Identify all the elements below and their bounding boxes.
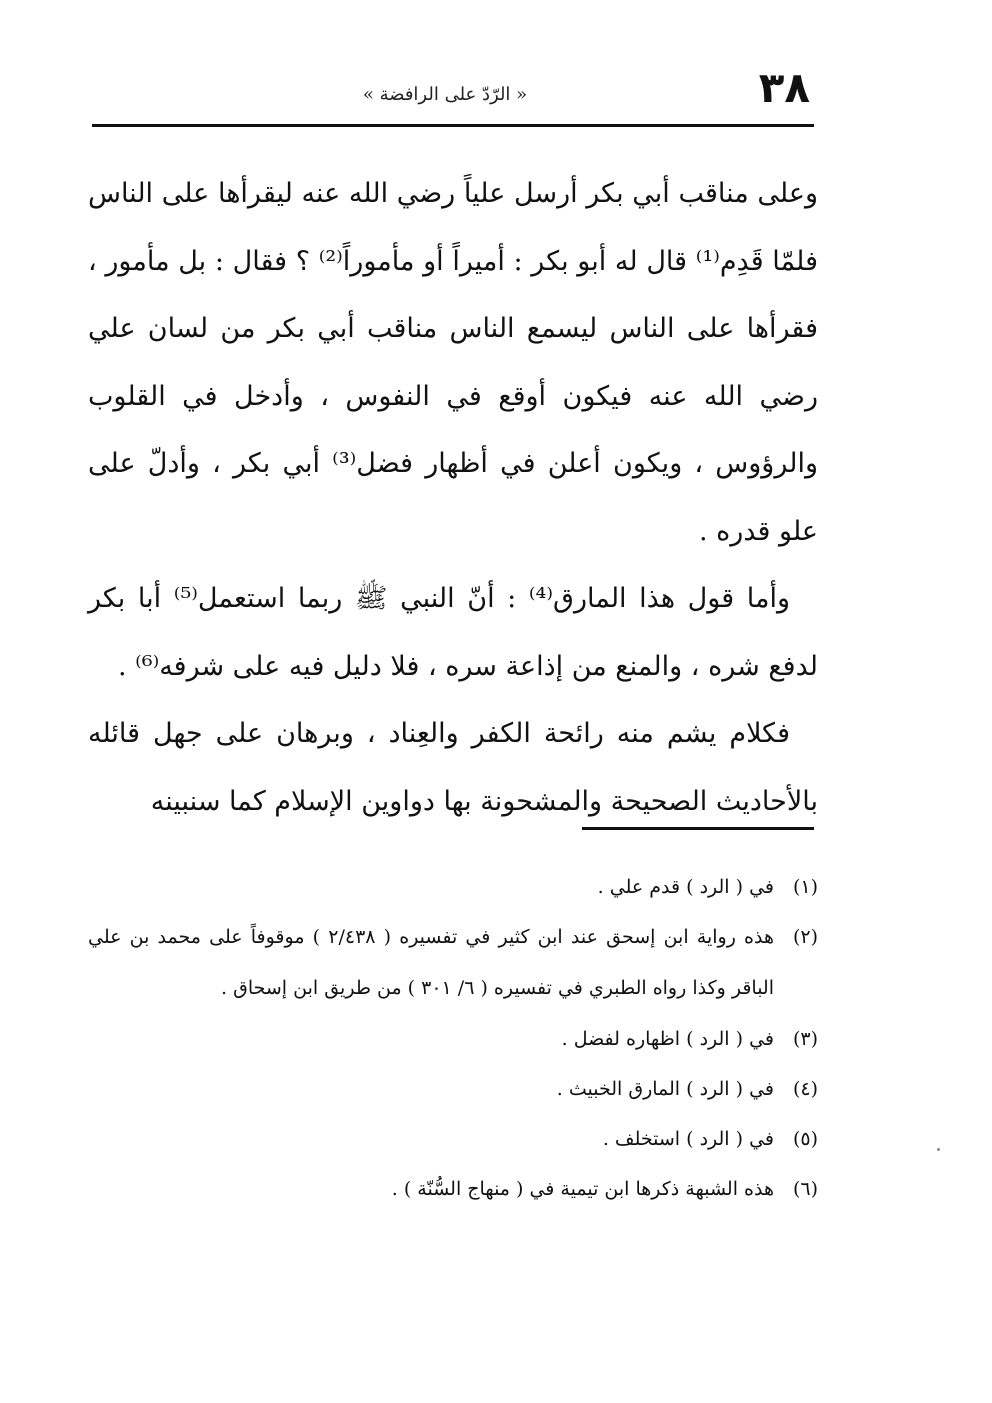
footnote-text: في ( الرد ) قدم علي .: [597, 876, 774, 898]
footnote-number: (٦): [792, 1178, 818, 1200]
footnote-5: [88, 1114, 818, 1164]
footnote-number: (٤): [792, 1078, 818, 1100]
footnote-separator: [582, 827, 814, 830]
footnote-text: في ( الرد ) استخلف .: [602, 1128, 774, 1150]
footnote-number: (١): [792, 876, 818, 898]
running-title: « الرّدّ على الرافضة »: [362, 84, 528, 105]
footnote-text: هذه الشبهة ذكرها ابن تيمية في ( منهاج السُّنّة ) .: [391, 1178, 774, 1200]
paragraph: وعلى مناقب أبي بكر أرسل علياً رضي الله عنه ليقرأها على الناس فلمّا قَدِم⁽¹⁾ قال له أبو بكر : أميراً أو مأموراً⁽²⁾ ؟ فقال : بل مأمور ، فقرأها على الناس ليسمع الناس مناقب أبي بكر من لسان علي رضي الله عنه فيكون أوقع في النفوس ، وأدخل في القلوب والرؤوس ، ويكون أعلن في أظهار فضل⁽³⁾ أبي بكر ، وأدلّ على علو قدره .: [88, 178, 819, 547]
footnote-6: [88, 1164, 818, 1214]
header-rule: [92, 124, 814, 127]
scan-speck: [937, 1148, 940, 1151]
paragraph: فكلام يشم منه رائحة الكفر والعِناد ، وبرهان على جهل قائله بالأحاديث الصحيحة والمشحونة بها دواوين الإسلام كما سنبينه: [88, 718, 818, 817]
footnote-number: (٥): [792, 1128, 818, 1150]
main-text: [88, 160, 818, 835]
footnote-2: [88, 912, 818, 1014]
footnotes: [88, 862, 818, 1214]
paragraph: وأما قول هذا المارق⁽⁴⁾ : أنّ النبي ﷺ ربما استعمل⁽⁵⁾ أبا بكر لدفع شره ، والمنع من إذاعة سره ، فلا دليل فيه على شرفه⁽⁶⁾ .: [88, 583, 818, 682]
footnote-text: في ( الرد ) اظهاره لفضل .: [561, 1028, 774, 1050]
footnote-number: (٣): [792, 1028, 818, 1050]
page-number: ٣٨: [758, 63, 810, 112]
footnote-number: (٢): [792, 926, 818, 948]
footnote-text: هذه رواية ابن إسحق عند ابن كثير في تفسيره ( ٢/٤٣٨ ) موقوفاً على محمد بن علي الباقر وكذا رواه الطبري في تفسيره ( ٦/ ٣٠١ ) من طريق ابن إسحاق .: [88, 926, 774, 999]
footnote-4: [88, 1064, 818, 1114]
footnote-text: في ( الرد ) المارق الخبيث .: [556, 1078, 774, 1100]
footnote-3: [88, 1014, 818, 1064]
footnote-1: [88, 862, 818, 912]
